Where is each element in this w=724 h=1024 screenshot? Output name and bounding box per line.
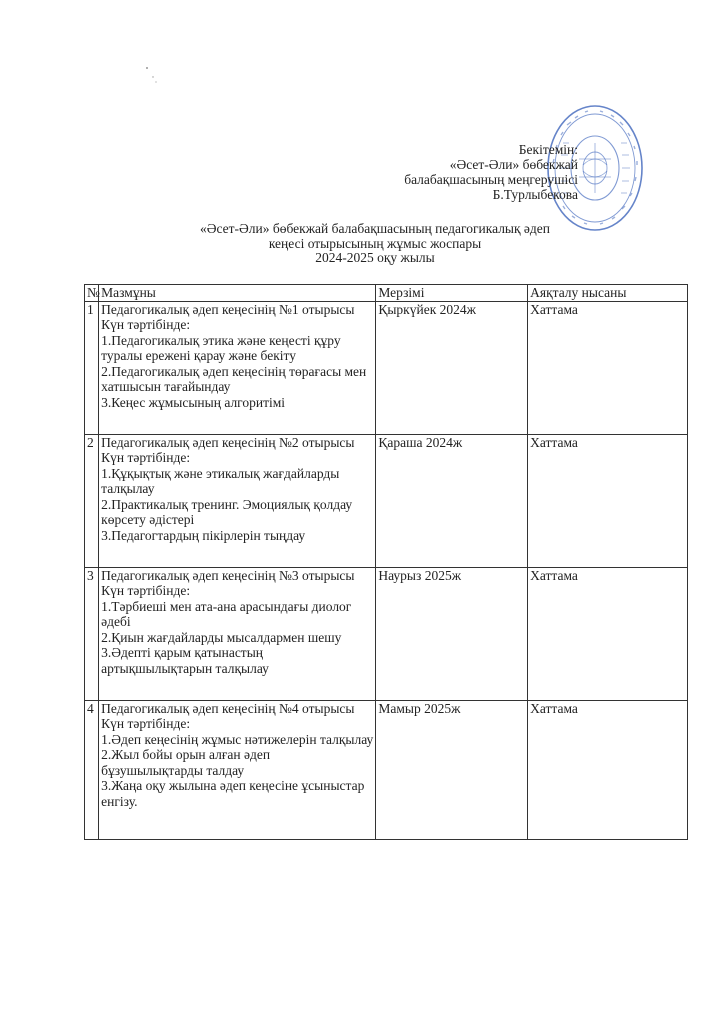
- approval-signatory: Б.Турлыбекова: [492, 187, 578, 202]
- agenda-item: 2.Педагогикалық әдеп кеңесінің төрағасы мен хатшысын тағайындау: [101, 363, 367, 394]
- agenda-label: Күн тәртібінде:: [101, 716, 191, 731]
- row-content: [99, 301, 376, 434]
- work-plan-table: [84, 284, 688, 840]
- row-content: [99, 434, 376, 567]
- agenda-item: 1.Педагогикалық этика және кеңесті құру туралы ережені қарау және бекіту: [101, 332, 341, 363]
- row-date: Қыркүйек 2024ж: [376, 301, 528, 434]
- header-content: Мазмұны: [99, 285, 376, 302]
- table-row: [85, 434, 688, 567]
- row-completion-form: Хаттама: [528, 567, 688, 700]
- header-completion-form: Аяқталу нысаны: [528, 285, 688, 302]
- row-completion-form: Хаттама: [528, 434, 688, 567]
- title-line-3: 2024-2025 оқу жылы: [315, 250, 435, 265]
- header-number: №: [85, 285, 99, 302]
- row-completion-form: Хаттама: [528, 700, 688, 839]
- agenda-item: 2.Қиын жағдайларды мысалдармен шешу: [101, 629, 342, 645]
- agenda-label: Күн тәртібінде:: [101, 450, 191, 465]
- row-content: [99, 700, 376, 839]
- agenda-item: 1.Құқықтық және этикалық жағдайларды талқылау: [101, 465, 340, 496]
- title-line-1: «Әсет-Әли» бөбекжай балабақшасының педагогикалық әдеп: [199, 221, 551, 236]
- header-date: Мерзімі: [376, 285, 528, 302]
- agenda-item: 2.Практикалық тренинг. Эмоциялық қолдау көрсету әдістері: [101, 496, 353, 527]
- document-title: [150, 222, 600, 266]
- agenda-item: 3.Педагогтардың пікірлерін тыңдау: [101, 527, 306, 543]
- row-number: 2: [85, 434, 99, 567]
- agenda-item: 3.Әдепті қарым қатынастың артықшылықтарын талқылау: [101, 645, 269, 676]
- row-completion-form: Хаттама: [528, 301, 688, 434]
- table-row: [85, 301, 688, 434]
- meeting-title: Педагогикалық әдеп кеңесінің №1 отырысы: [101, 301, 355, 317]
- table-header-row: [85, 285, 688, 302]
- row-date: Наурыз 2025ж: [376, 567, 528, 700]
- agenda-item: 1.Тәрбиеші мен ата-ана арасындағы диолог әдебі: [101, 598, 352, 629]
- scan-specks: [140, 60, 180, 90]
- approval-heading: Бекітемін:: [518, 142, 578, 157]
- approval-block: [388, 142, 578, 202]
- agenda-label: Күн тәртібінде:: [101, 583, 191, 598]
- meeting-title: Педагогикалық әдеп кеңесінің №2 отырысы: [101, 434, 355, 450]
- row-number: 3: [85, 567, 99, 700]
- row-date: Мамыр 2025ж: [376, 700, 528, 839]
- meeting-title: Педагогикалық әдеп кеңесінің №3 отырысы: [101, 567, 355, 583]
- agenda-item: 1.Әдеп кеңесінің жұмыс нәтижелерін талқылау: [101, 731, 374, 747]
- meeting-title: Педагогикалық әдеп кеңесінің №4 отырысы: [101, 700, 355, 716]
- title-line-2: кеңесі отырысының жұмыс жоспары: [268, 235, 482, 251]
- table-row: [85, 567, 688, 700]
- row-date: Қараша 2024ж: [376, 434, 528, 567]
- approval-position: балабақшасының меңгерушісі: [404, 172, 578, 187]
- row-number: 4: [85, 700, 99, 839]
- approval-organization: «Әсет-Әли» бөбекжай: [449, 157, 578, 172]
- agenda-item: 3.Жаңа оқу жылына әдеп кеңесіне ұсыныстар енгізу.: [101, 778, 365, 809]
- row-number: 1: [85, 301, 99, 434]
- agenda-item: 2.Жыл бойы орын алған әдеп бұзушылықтарды талдау: [101, 747, 271, 778]
- row-content: [99, 567, 376, 700]
- agenda-item: 3.Кеңес жұмысының алгоритімі: [101, 394, 286, 410]
- table-row: [85, 700, 688, 839]
- agenda-label: Күн тәртібінде:: [101, 317, 191, 332]
